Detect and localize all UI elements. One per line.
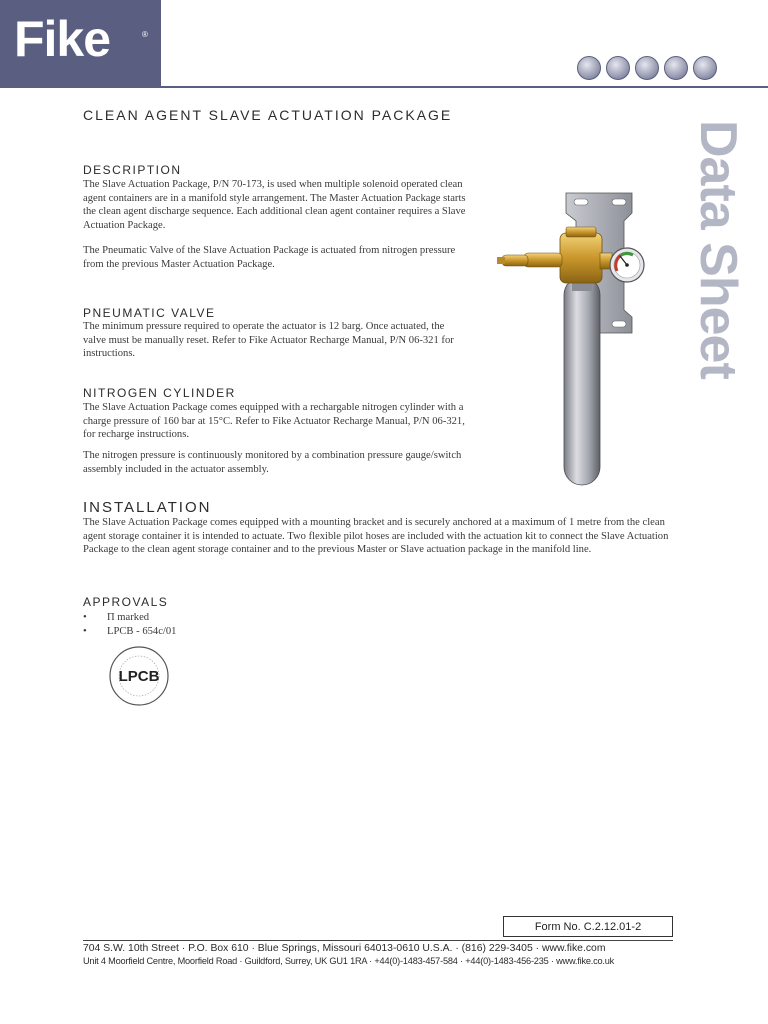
- description-heading: DESCRIPTION: [83, 163, 182, 177]
- list-item: • LPCB - 654c/01: [83, 625, 177, 637]
- description-paragraph-2: The Pneumatic Valve of the Slave Actuation Package is actuated from nitrogen pressure from the previous Master Actuation Package.: [83, 245, 456, 270]
- logo-block: [0, 0, 161, 87]
- nitrogen-cylinder-paragraph-1: The Slave Actuation Package comes equipped with a rechargable nitrogen cylinder with a charge pressure of 160 bar at 15°C. Refer to Fike Actuator Recharge Manual, P/N 06-321, for recharge instructions.: [83, 402, 465, 441]
- product-line-icon-2: [606, 56, 630, 80]
- installation-heading: INSTALLATION: [83, 499, 212, 516]
- pneumatic-valve-heading: PNEUMATIC VALVE: [83, 306, 216, 320]
- data-sheet-label: Data Sheet: [689, 120, 747, 379]
- pneumatic-valve-paragraph: The minimum pressure required to operate the actuator is 12 barg. Once actuated, the valve must be manually reset. Refer to Fike Actuator Recharge Manual, P/N 06-321 for instructions.: [83, 321, 454, 360]
- description-paragraph-1: The Slave Actuation Package, P/N 70-173, is used when multiple solenoid operated clean agent containers are in a manifold style arrangement. The Master Actuation Package starts the clean agent discharge sequence. Each additional clean agent container requires a Slave Actuation Package.: [83, 179, 466, 232]
- approvals-list: [83, 611, 176, 638]
- product-line-icon-5: [693, 56, 717, 80]
- header-rule: [0, 86, 768, 88]
- product-line-icon-4: [664, 56, 688, 80]
- list-item: • Π marked: [83, 612, 150, 623]
- product-icons: [577, 56, 717, 80]
- lpcb-seal-text: LPCB: [118, 668, 160, 685]
- fike-logo: Fike: [14, 11, 111, 67]
- slave-actuation-package-image: [494, 185, 654, 490]
- document-title: CLEAN AGENT SLAVE ACTUATION PACKAGE: [83, 107, 453, 123]
- form-number: Form No. C.2.12.01-2: [503, 916, 673, 937]
- nitrogen-cylinder-paragraph-2: The nitrogen pressure is continuously monitored by a combination pressure gauge/switch assembly included in the actuator assembly.: [83, 450, 462, 475]
- approvals-heading: APPROVALS: [83, 595, 169, 609]
- footer-rule: [83, 940, 673, 941]
- product-line-icon-1: [577, 56, 601, 80]
- installation-paragraph: The Slave Actuation Package comes equipped with a mounting bracket and is securely anchored at a maximum of 1 metre from the clean agent storage container it is intended to actuate. Two flexible pilot hoses are included with the actuation kit to connect the Slave Actuation Package to the clean agent storage container and to the previous Master or Slave actuation package in the manifold line.: [83, 517, 669, 556]
- footer-us-address: 704 S.W. 10th Street · P.O. Box 610 · Blue Springs, Missouri 64013-0610 U.S.A. · (816) 229-3405 · www.fike.com: [83, 943, 606, 954]
- nitrogen-cylinder-heading: NITROGEN CYLINDER: [83, 386, 236, 400]
- lpcb-certification-seal: [108, 645, 170, 707]
- footer-uk-address: Unit 4 Moorfield Centre, Moorfield Road · Guildford, Surrey, UK GU1 1RA · +44(0)-1483-457-584 · +44(0)-1483-456-235 · www.fike.co.uk: [83, 956, 615, 966]
- product-line-icon-3: [635, 56, 659, 80]
- registered-mark: ®: [142, 30, 148, 39]
